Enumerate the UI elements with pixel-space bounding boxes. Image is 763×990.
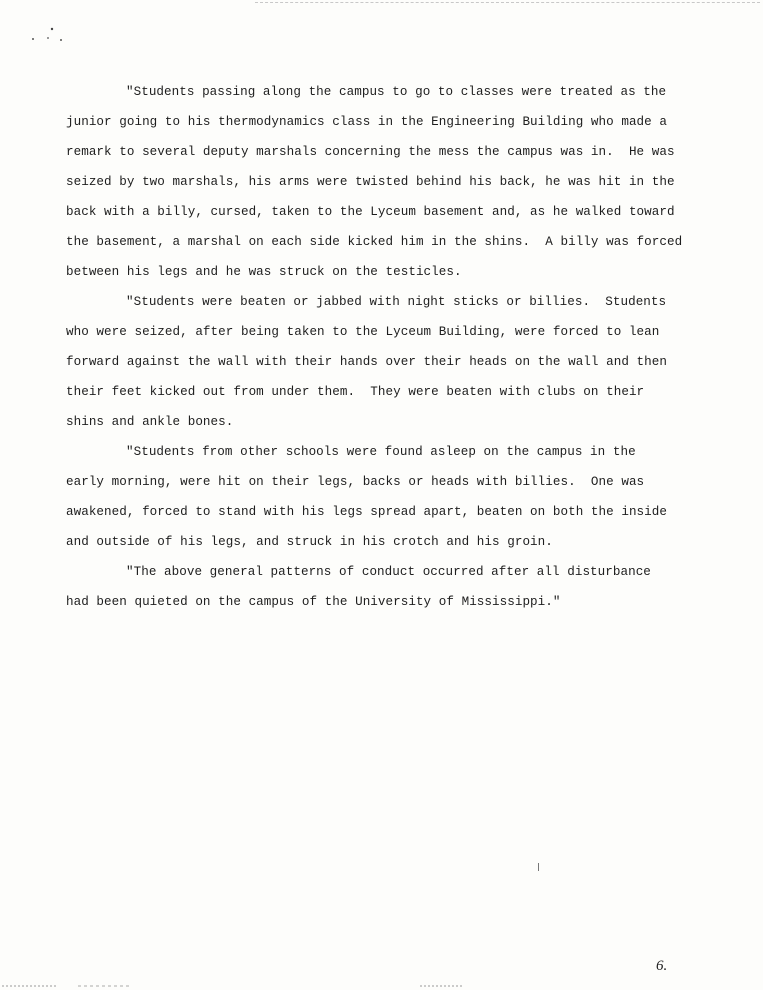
top-dashed-rule — [255, 2, 760, 3]
text-line: and outside of his legs, and struck in his crotch and his groin. — [66, 535, 553, 549]
bottom-scan-marks — [0, 982, 763, 990]
text-line: early morning, were hit on their legs, backs or heads with billies. One was — [66, 475, 645, 489]
text-line: their feet kicked out from under them. They were beaten with clubs on their — [66, 385, 645, 399]
text-line: remark to several deputy marshals concerning the mess the campus was in. He was — [66, 145, 675, 159]
text-line: forward against the wall with their hands over their heads on the wall and then — [66, 355, 667, 369]
text-line: "The above general patterns of conduct occurred after all disturbance — [126, 565, 651, 579]
text-line: awakened, forced to stand with his legs spread apart, beaten on both the inside — [66, 505, 667, 519]
scan-mark — [538, 863, 539, 871]
text-line: junior going to his thermodynamics class in the Engineering Building who made a — [66, 115, 667, 129]
scan-specks — [28, 26, 68, 46]
page-number: 6. — [656, 958, 668, 974]
text-line: back with a billy, cursed, taken to the Lyceum basement and, as he walked toward — [66, 205, 675, 219]
text-line: seized by two marshals, his arms were twisted behind his back, he was hit in the — [66, 175, 675, 189]
text-line: "Students were beaten or jabbed with night sticks or billies. Students — [126, 295, 667, 309]
text-line: shins and ankle bones. — [66, 415, 234, 429]
body-text — [66, 77, 706, 617]
text-line: "Students passing along the campus to go to classes were treated as the — [126, 85, 667, 99]
text-line: "Students from other schools were found asleep on the campus in the — [126, 445, 636, 459]
text-line: the basement, a marshal on each side kicked him in the shins. A billy was forced — [66, 235, 683, 249]
text-line: had been quieted on the campus of the University of Mississippi." — [66, 595, 561, 609]
text-line: who were seized, after being taken to the Lyceum Building, were forced to lean — [66, 325, 660, 339]
text-line: between his legs and he was struck on the testicles. — [66, 265, 462, 279]
